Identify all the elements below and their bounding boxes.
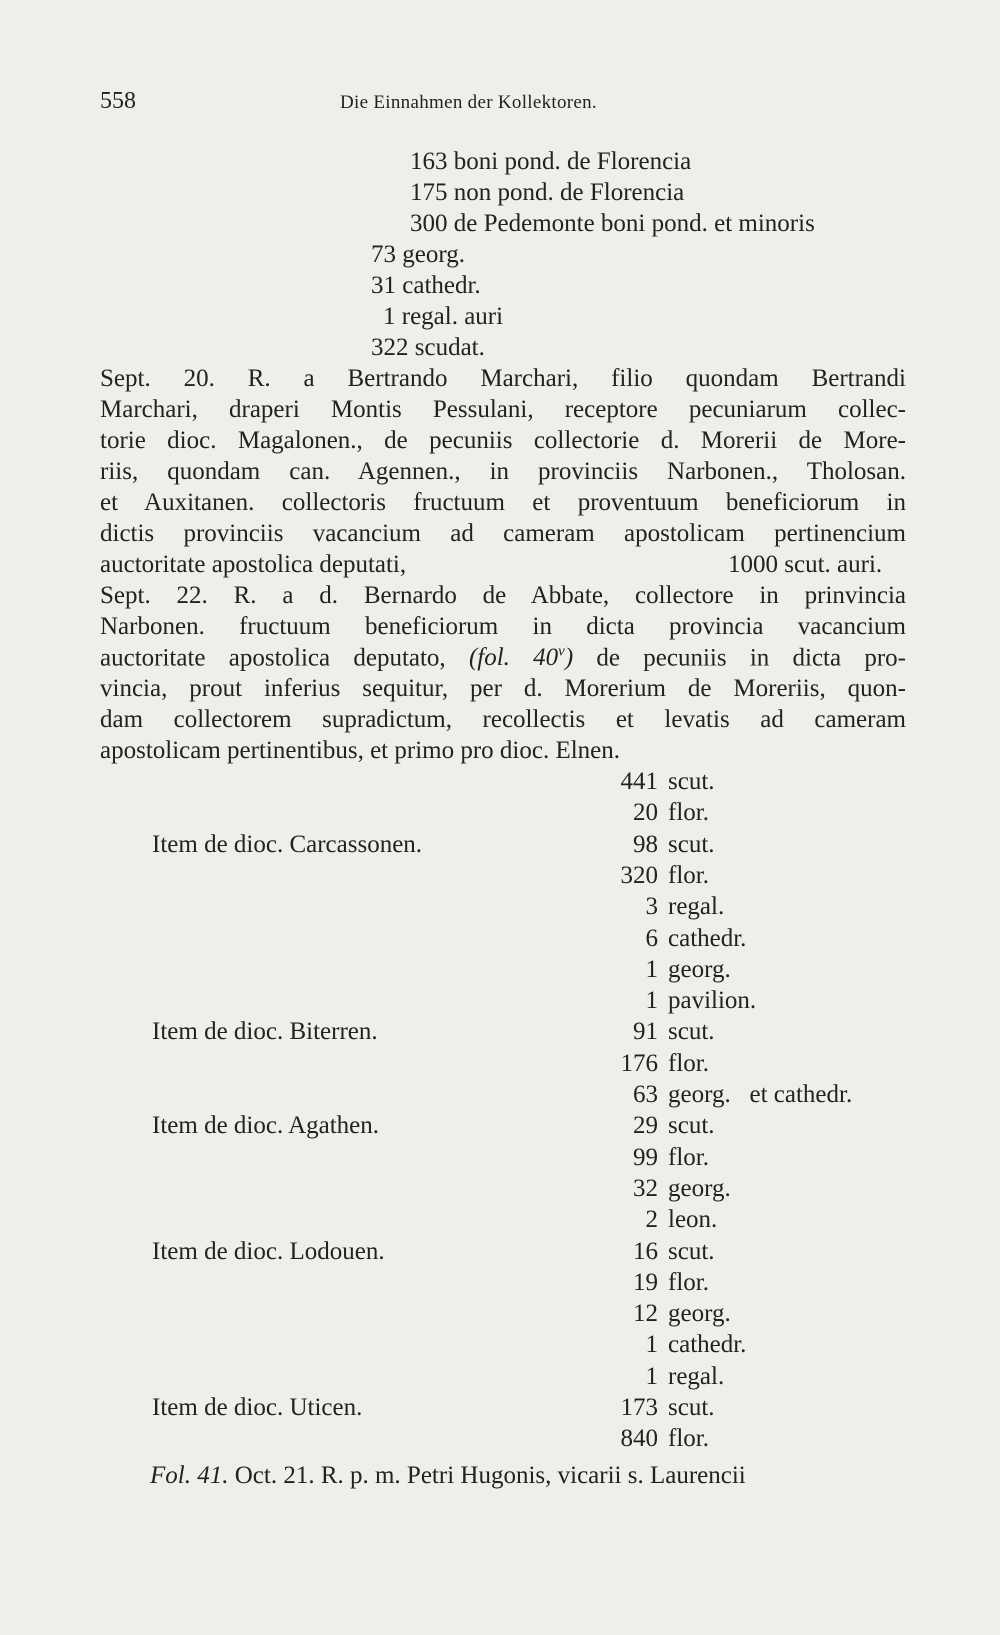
ledger-unit: pavilion. (668, 987, 757, 1014)
amount: 1000 scut. auri. (728, 551, 883, 578)
text-line: torie dioc. Magalonen., de pecuniis collectorie d. Morerii de More- (100, 427, 906, 454)
text-line: apostolicam pertinentibus, et primo pro dioc. Elnen. (100, 737, 621, 764)
ledger-amount: 29 (633, 1112, 658, 1139)
ledger-amount: 1 (645, 956, 658, 983)
ledger-unit: scut. (668, 1018, 715, 1045)
ledger-amount: 2 (645, 1206, 658, 1233)
ledger-amount: 19 (633, 1269, 658, 1296)
list-line: 31 cathedr. (371, 272, 481, 299)
ledger-item-label: Item de dioc. Uticen. (152, 1394, 363, 1421)
ledger-unit: georg. et cathedr. (668, 1081, 853, 1108)
ledger-unit: georg. (668, 956, 731, 983)
text-line: auctoritate apostolica deputati, (100, 551, 407, 578)
ledger-unit: cathedr. (668, 925, 747, 952)
text-line: dictis provinciis vacancium ad cameram apostolicam pertinencium (100, 520, 906, 547)
ledger-amount: 173 (620, 1394, 658, 1421)
folio-reference: (fol. 40$^v$) (468, 644, 574, 672)
ledger-unit: flor. (668, 1425, 709, 1452)
ledger-unit: scut. (668, 768, 715, 795)
ledger-amount: 3 (645, 893, 658, 920)
list-line: 1 regal. auri (383, 303, 504, 330)
text-line: et Auxitanen. collectoris fructuum et proventuum beneficiorum in (100, 489, 906, 516)
text-line: Marchari, draperi Montis Pessulani, receptore pecuniarum collec- (100, 396, 906, 423)
ledger-amount: 6 (645, 925, 658, 952)
ledger-unit: flor. (668, 1144, 709, 1171)
ledger-unit: georg. (668, 1300, 731, 1327)
ledger-amount: 441 (620, 768, 658, 795)
ledger-unit: scut. (668, 831, 715, 858)
ledger-unit: regal. (668, 893, 725, 920)
ledger-unit: regal. (668, 1363, 725, 1390)
ledger-amount: 32 (633, 1175, 658, 1202)
list-line: 300 de Pedemonte boni pond. et minoris (410, 210, 815, 237)
ledger-amount: 12 (633, 1300, 658, 1327)
ledger-amount: 840 (620, 1425, 658, 1452)
ledger-unit: flor. (668, 862, 709, 889)
ledger-unit: flor. (668, 1050, 709, 1077)
ledger-item-label: Item de dioc. Carcassonen. (152, 831, 423, 858)
running-title: Die Einnahmen der Kollektoren. (340, 92, 597, 113)
ledger-unit: scut. (668, 1394, 715, 1421)
text-line: Sept. 22. R. a d. Bernardo de Abbate, collectore in prinvincia (100, 582, 906, 609)
ledger-item-label: Item de dioc. Lodouen. (152, 1238, 385, 1265)
text-line: riis, quondam can. Agennen., in provinciis Narbonen., Tholosan. (100, 458, 906, 485)
ledger-amount: 176 (620, 1050, 658, 1077)
folio-reference: Fol. 41. (150, 1462, 229, 1489)
text-line: vincia, prout inferius sequitur, per d. Morerium de Moreriis, quon- (100, 675, 906, 702)
ledger-amount: 91 (633, 1018, 658, 1045)
ledger-amount: 1 (645, 1331, 658, 1358)
final-line: Fol. 41. Oct. 21. R. p. m. Petri Hugonis, vicarii s. Laurencii (150, 1462, 746, 1489)
ledger-item-label: Item de dioc. Biterren. (152, 1018, 378, 1045)
ledger-amount: 1 (645, 987, 658, 1014)
text-line: dam collectorem supradictum, recollectis et levatis ad cameram (100, 706, 906, 733)
text-line-with-folio: auctoritate apostolica deputato, (fol. 40$^v$) de pecuniis in dicta pro- (100, 644, 906, 672)
ledger-amount: 20 (633, 799, 658, 826)
ledger-amount: 98 (633, 831, 658, 858)
list-line: 73 georg. (371, 241, 465, 268)
ledger-unit: flor. (668, 1269, 709, 1296)
page-number: 558 (100, 88, 136, 114)
ledger-amount: 99 (633, 1144, 658, 1171)
list-line: 175 non pond. de Florencia (410, 179, 685, 206)
list-line: 163 boni pond. de Florencia (410, 148, 692, 175)
ledger-amount: 1 (645, 1363, 658, 1390)
ledger-unit: scut. (668, 1238, 715, 1265)
ledger-unit: leon. (668, 1206, 718, 1233)
text-line: Sept. 20. R. a Bertrando Marchari, filio quondam Bertrandi (100, 365, 906, 392)
ledger-unit: scut. (668, 1112, 715, 1139)
ledger-item-label: Item de dioc. Agathen. (152, 1112, 380, 1139)
ledger-amount: 16 (633, 1238, 658, 1265)
ledger-amount: 63 (633, 1081, 658, 1108)
ledger-unit: cathedr. (668, 1331, 747, 1358)
ledger-amount: 320 (620, 862, 658, 889)
list-line: 322 scudat. (371, 334, 485, 361)
ledger-unit: georg. (668, 1175, 731, 1202)
ledger-unit: flor. (668, 799, 709, 826)
text-line: Narbonen. fructuum beneficiorum in dicta provincia vacancium (100, 613, 906, 640)
